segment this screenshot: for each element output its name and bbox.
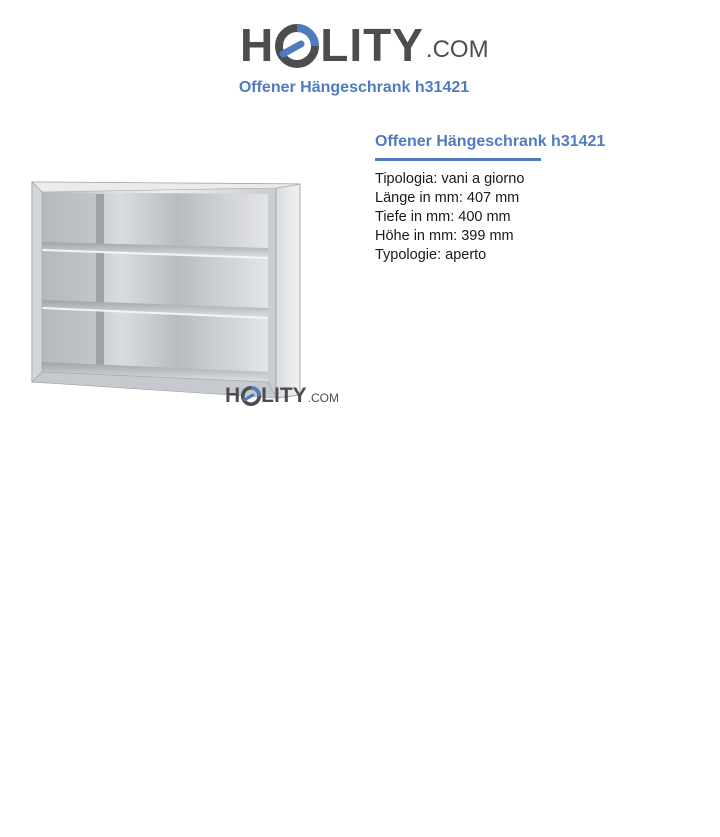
title-underline [375,158,541,161]
image-watermark [225,385,339,406]
spec-item-laenge: Länge in mm: 407 mm [375,190,520,206]
logo-domain: .COM [425,36,489,63]
spec-item-tipologia: Tipologia: vani a giorno [375,171,525,187]
logo-o-icon [275,24,319,68]
wall-cabinet-illustration [0,170,360,415]
logo-text-right: LITY [320,19,424,71]
brand-logo[interactable] [240,10,489,71]
watermark-text-right: LITY [261,384,307,407]
watermark-o-icon [241,386,261,406]
spec-item-typologie: Typologie: aperto [375,247,487,263]
logo-text-left: H [240,19,275,71]
spec-item-tiefe: Tiefe in mm: 400 mm [375,209,511,225]
product-image [0,170,360,415]
product-details [375,132,705,265]
watermark-domain: .COM [307,391,340,405]
watermark-text-left: H [225,384,241,407]
spec-item-hoehe: Höhe in mm: 399 mm [375,228,514,244]
product-title: Offener Hängeschrank h31421 [375,133,606,150]
page-title: Offener Hängeschrank h31421 [238,79,470,96]
spec-list [375,170,705,265]
